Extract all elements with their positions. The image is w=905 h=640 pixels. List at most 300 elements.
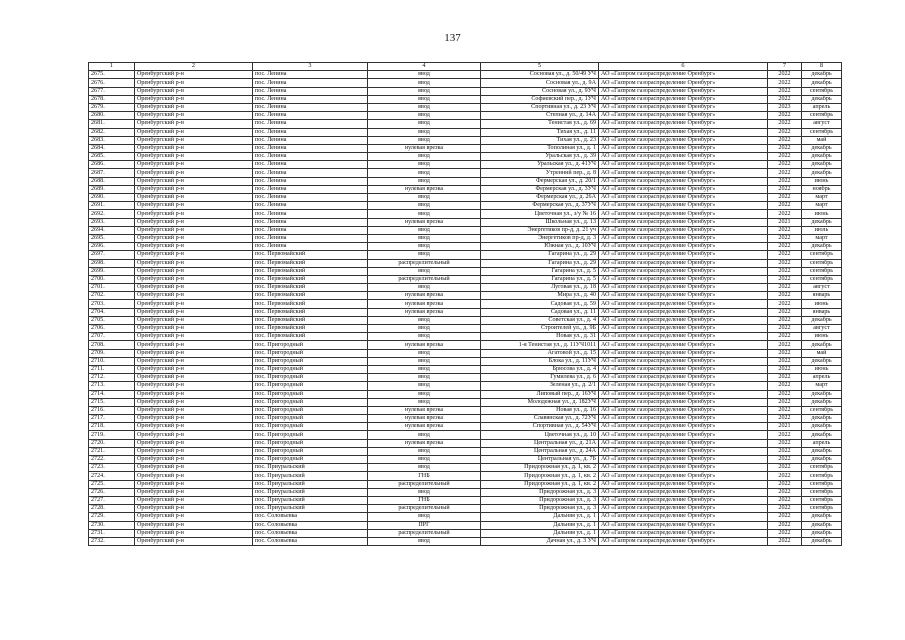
work-type-cell: нулевая врезка <box>368 218 481 226</box>
organization-cell: АО «Газпром газораспределение Оренбург» <box>599 95 768 103</box>
work-type-cell: ввод <box>368 71 481 79</box>
address-cell: Тенистая ул., д. 69 <box>481 120 599 128</box>
year-cell: 2022 <box>768 202 802 210</box>
organization-cell: АО «Газпром газораспределение Оренбург» <box>599 382 768 390</box>
year-cell: 2022 <box>768 316 802 324</box>
district-cell: Оренбургский р-н <box>135 284 253 292</box>
organization-cell: АО «Газпром газораспределение Оренбург» <box>599 488 768 496</box>
address-cell: Степная ул., д. 14А <box>481 112 599 120</box>
settlement-cell: пос. Ленина <box>253 243 368 251</box>
year-cell: 2023 <box>768 103 802 111</box>
table-row <box>89 472 842 480</box>
row-number-cell: 2703. <box>89 300 135 308</box>
district-cell: Оренбургский р-н <box>135 496 253 504</box>
organization-cell: АО «Газпром газораспределение Оренбург» <box>599 308 768 316</box>
settlement-cell: пос. Приуральский <box>253 472 368 480</box>
year-cell: 2022 <box>768 456 802 464</box>
row-number-cell: 2684. <box>89 144 135 152</box>
table-row <box>89 251 842 259</box>
district-cell: Оренбургский р-н <box>135 537 253 545</box>
district-cell: Оренбургский р-н <box>135 161 253 169</box>
district-cell: Оренбургский р-н <box>135 136 253 144</box>
year-cell: 2022 <box>768 79 802 87</box>
year-cell: 2022 <box>768 447 802 455</box>
month-cell: март <box>802 202 842 210</box>
district-cell: Оренбургский р-н <box>135 292 253 300</box>
month-cell: сентябрь <box>802 480 842 488</box>
work-type-cell: ввод <box>368 464 481 472</box>
organization-cell: АО «Газпром газораспределение Оренбург» <box>599 521 768 529</box>
month-cell: декабрь <box>802 79 842 87</box>
address-cell: Фермерская ул., д. 26А <box>481 194 599 202</box>
organization-cell: АО «Газпром газораспределение Оренбург» <box>599 103 768 111</box>
district-cell: Оренбургский р-н <box>135 267 253 275</box>
work-type-cell: ввод <box>368 537 481 545</box>
address-cell: Уральская ул., д. 41УЧ <box>481 161 599 169</box>
row-number-cell: 2683. <box>89 136 135 144</box>
year-cell: 2022 <box>768 136 802 144</box>
district-cell: Оренбургский р-н <box>135 480 253 488</box>
settlement-cell: пос. Первомайский <box>253 284 368 292</box>
month-cell: декабрь <box>802 95 842 103</box>
row-number-cell: 2676. <box>89 79 135 87</box>
table-row <box>89 439 842 447</box>
organization-cell: АО «Газпром газораспределение Оренбург» <box>599 464 768 472</box>
table-row <box>89 415 842 423</box>
table-row <box>89 464 842 472</box>
month-cell: сентябрь <box>802 87 842 95</box>
address-cell: Молодежная ул., д. 182УЧ <box>481 398 599 406</box>
table-row <box>89 120 842 128</box>
settlement-cell: пос. Пригородный <box>253 423 368 431</box>
table-row <box>89 496 842 504</box>
district-cell: Оренбургский р-н <box>135 95 253 103</box>
work-type-cell: ПРГ <box>368 521 481 529</box>
month-cell: декабрь <box>802 431 842 439</box>
address-cell: Спортивная ул., д. 54УЧ <box>481 423 599 431</box>
organization-cell: АО «Газпром газораспределение Оренбург» <box>599 71 768 79</box>
table-row <box>89 202 842 210</box>
work-type-cell: ввод <box>368 226 481 234</box>
row-number-cell: 2707. <box>89 333 135 341</box>
row-number-cell: 2691. <box>89 202 135 210</box>
organization-cell: АО «Газпром газораспределение Оренбург» <box>599 275 768 283</box>
settlement-cell: пос. Ленина <box>253 177 368 185</box>
district-cell: Оренбургский р-н <box>135 87 253 95</box>
district-cell: Оренбургский р-н <box>135 218 253 226</box>
header-cell: 7 <box>768 63 802 71</box>
row-number-cell: 2687. <box>89 169 135 177</box>
organization-cell: АО «Газпром газораспределение Оренбург» <box>599 415 768 423</box>
work-type-cell: ввод <box>368 316 481 324</box>
year-cell: 2022 <box>768 87 802 95</box>
header-cell: 3 <box>253 63 368 71</box>
row-number-cell: 2724. <box>89 472 135 480</box>
table-row <box>89 406 842 414</box>
settlement-cell: пос. Ленина <box>253 185 368 193</box>
table-row <box>89 325 842 333</box>
organization-cell: АО «Газпром газораспределение Оренбург» <box>599 112 768 120</box>
month-cell: сентябрь <box>802 488 842 496</box>
month-cell: декабрь <box>802 144 842 152</box>
month-cell: март <box>802 194 842 202</box>
district-cell: Оренбургский р-н <box>135 505 253 513</box>
district-cell: Оренбургский р-н <box>135 447 253 455</box>
month-cell: август <box>802 325 842 333</box>
organization-cell: АО «Газпром газораспределение Оренбург» <box>599 79 768 87</box>
district-cell: Оренбургский р-н <box>135 341 253 349</box>
district-cell: Оренбургский р-н <box>135 300 253 308</box>
settlement-cell: пос. Первомайский <box>253 333 368 341</box>
year-cell: 2022 <box>768 153 802 161</box>
row-number-cell: 2675. <box>89 71 135 79</box>
settlement-cell: пос. Ленина <box>253 95 368 103</box>
table-row <box>89 112 842 120</box>
district-cell: Оренбургский р-н <box>135 521 253 529</box>
organization-cell: АО «Газпром газораспределение Оренбург» <box>599 292 768 300</box>
district-cell: Оренбургский р-н <box>135 464 253 472</box>
settlement-cell: пос. Пригородный <box>253 382 368 390</box>
table-row <box>89 79 842 87</box>
table-row <box>89 447 842 455</box>
address-cell: Тихая ул., д. 23 <box>481 136 599 144</box>
row-number-cell: 2730. <box>89 521 135 529</box>
district-cell: Оренбургский р-н <box>135 202 253 210</box>
month-cell: сентябрь <box>802 275 842 283</box>
address-cell: Центральная ул., д. 21А <box>481 439 599 447</box>
district-cell: Оренбургский р-н <box>135 390 253 398</box>
row-number-cell: 2706. <box>89 325 135 333</box>
district-cell: Оренбургский р-н <box>135 259 253 267</box>
address-cell: Гагарина ул., д. 29 <box>481 251 599 259</box>
table-row <box>89 431 842 439</box>
address-cell: Придорожная ул., д. 1, кв. 2 <box>481 480 599 488</box>
work-type-cell: ввод <box>368 365 481 373</box>
row-number-cell: 2700. <box>89 275 135 283</box>
address-cell: Строителей ул., д. 9Б <box>481 325 599 333</box>
work-type-cell: ввод <box>368 267 481 275</box>
organization-cell: АО «Газпром газораспределение Оренбург» <box>599 513 768 521</box>
address-cell: Советская ул., д. 4 <box>481 316 599 324</box>
month-cell: декабрь <box>802 357 842 365</box>
table-row <box>89 87 842 95</box>
year-cell: 2022 <box>768 120 802 128</box>
organization-cell: АО «Газпром газораспределение Оренбург» <box>599 496 768 504</box>
year-cell: 2022 <box>768 292 802 300</box>
month-cell: сентябрь <box>802 464 842 472</box>
address-cell: Новая ул., д. 31 <box>481 333 599 341</box>
year-cell: 2022 <box>768 415 802 423</box>
header-cell: 6 <box>599 63 768 71</box>
address-cell: Южная ул., д. 10УЧ <box>481 243 599 251</box>
organization-cell: АО «Газпром газораспределение Оренбург» <box>599 439 768 447</box>
month-cell: декабрь <box>802 316 842 324</box>
row-number-cell: 2692. <box>89 210 135 218</box>
address-cell: Дальняя ул., д. 1 <box>481 513 599 521</box>
settlement-cell: пос. Ленина <box>253 153 368 161</box>
row-number-cell: 2708. <box>89 341 135 349</box>
work-type-cell: ввод <box>368 325 481 333</box>
table-row <box>89 177 842 185</box>
year-cell: 2022 <box>768 177 802 185</box>
table-row <box>89 292 842 300</box>
row-number-cell: 2714. <box>89 390 135 398</box>
settlement-cell: пос. Ленина <box>253 79 368 87</box>
row-number-cell: 2716. <box>89 406 135 414</box>
row-number-cell: 2685. <box>89 153 135 161</box>
organization-cell: АО «Газпром газораспределение Оренбург» <box>599 169 768 177</box>
month-cell: июнь <box>802 365 842 373</box>
year-cell: 2022 <box>768 496 802 504</box>
work-type-cell: ввод <box>368 447 481 455</box>
district-cell: Оренбургский р-н <box>135 472 253 480</box>
row-number-cell: 2731. <box>89 529 135 537</box>
month-cell: ноябрь <box>802 185 842 193</box>
work-type-cell: ввод <box>368 194 481 202</box>
address-cell: Садовая ул., д. 11 <box>481 308 599 316</box>
row-number-cell: 2680. <box>89 112 135 120</box>
year-cell: 2022 <box>768 406 802 414</box>
settlement-cell: пос. Соловьевка <box>253 537 368 545</box>
work-type-cell: нулевая врезка <box>368 308 481 316</box>
year-cell: 2022 <box>768 365 802 373</box>
row-number-cell: 2702. <box>89 292 135 300</box>
organization-cell: АО «Газпром газораспределение Оренбург» <box>599 153 768 161</box>
table-row <box>89 316 842 324</box>
month-cell: август <box>802 120 842 128</box>
address-cell: Гагарина ул., д. 5 <box>481 267 599 275</box>
address-cell: Придорожная ул., д. 1, кв. 2 <box>481 472 599 480</box>
year-cell: 2022 <box>768 226 802 234</box>
address-cell: Придорожная ул., д. 3 <box>481 505 599 513</box>
district-cell: Оренбургский р-н <box>135 128 253 136</box>
organization-cell: АО «Газпром газораспределение Оренбург» <box>599 398 768 406</box>
table-row <box>89 537 842 545</box>
month-cell: сентябрь <box>802 128 842 136</box>
organization-cell: АО «Газпром газораспределение Оренбург» <box>599 144 768 152</box>
settlement-cell: пос. Ленина <box>253 120 368 128</box>
work-type-cell: распределительный <box>368 529 481 537</box>
year-cell: 2022 <box>768 341 802 349</box>
year-cell: 2022 <box>768 439 802 447</box>
district-cell: Оренбургский р-н <box>135 103 253 111</box>
work-type-cell: ввод <box>368 333 481 341</box>
address-cell: Садовая ул., д. 59 <box>481 300 599 308</box>
month-cell: январь <box>802 308 842 316</box>
address-cell: Уральская ул., д. 39 <box>481 153 599 161</box>
header-cell: 5 <box>481 63 599 71</box>
organization-cell: АО «Газпром газораспределение Оренбург» <box>599 185 768 193</box>
address-cell: Липовый пер., д. 16УЧ <box>481 390 599 398</box>
month-cell: сентябрь <box>802 267 842 275</box>
settlement-cell: пос. Пригородный <box>253 349 368 357</box>
organization-cell: АО «Газпром газораспределение Оренбург» <box>599 87 768 95</box>
organization-cell: АО «Газпром газораспределение Оренбург» <box>599 505 768 513</box>
row-number-cell: 2704. <box>89 308 135 316</box>
month-cell: июнь <box>802 300 842 308</box>
month-cell: март <box>802 234 842 242</box>
address-cell: Фермерская ул., д. 20/1 <box>481 177 599 185</box>
settlement-cell: пос. Пригородный <box>253 341 368 349</box>
header-cell: 2 <box>135 63 253 71</box>
district-cell: Оренбургский р-н <box>135 415 253 423</box>
year-cell: 2022 <box>768 537 802 545</box>
address-cell: Фермерская ул., д. 3УЧ <box>481 185 599 193</box>
row-number-cell: 2711. <box>89 365 135 373</box>
work-type-cell: ввод <box>368 513 481 521</box>
district-cell: Оренбургский р-н <box>135 275 253 283</box>
row-number-cell: 2722. <box>89 456 135 464</box>
organization-cell: АО «Газпром газораспределение Оренбург» <box>599 333 768 341</box>
year-cell: 2022 <box>768 431 802 439</box>
settlement-cell: пос. Пригородный <box>253 357 368 365</box>
district-cell: Оренбургский р-н <box>135 120 253 128</box>
settlement-cell: пос. Ленина <box>253 161 368 169</box>
table-row <box>89 521 842 529</box>
settlement-cell: пос. Ленина <box>253 202 368 210</box>
row-number-cell: 2717. <box>89 415 135 423</box>
row-number-cell: 2686. <box>89 161 135 169</box>
organization-cell: АО «Газпром газораспределение Оренбург» <box>599 210 768 218</box>
year-cell: 2022 <box>768 210 802 218</box>
settlement-cell: пос. Ленина <box>253 71 368 79</box>
year-cell: 2022 <box>768 464 802 472</box>
settlement-cell: пос. Пригородный <box>253 439 368 447</box>
settlement-cell: пос. Ленина <box>253 136 368 144</box>
table-row <box>89 194 842 202</box>
table-row <box>89 374 842 382</box>
district-cell: Оренбургский р-н <box>135 382 253 390</box>
table-row <box>89 128 842 136</box>
organization-cell: АО «Газпром газораспределение Оренбург» <box>599 136 768 144</box>
address-cell: Гумилева ул., д. 6 <box>481 374 599 382</box>
table-row <box>89 275 842 283</box>
district-cell: Оренбургский р-н <box>135 71 253 79</box>
address-cell: Сосновая ул., д. 9УЧ <box>481 87 599 95</box>
organization-cell: АО «Газпром газораспределение Оренбург» <box>599 537 768 545</box>
year-cell: 2022 <box>768 169 802 177</box>
table-row <box>89 488 842 496</box>
work-type-cell: ввод <box>368 153 481 161</box>
settlement-cell: пос. Приуральский <box>253 480 368 488</box>
settlement-cell: пос. Приуральский <box>253 496 368 504</box>
organization-cell: АО «Газпром газораспределение Оренбург» <box>599 226 768 234</box>
table-row <box>89 357 842 365</box>
work-type-cell: нулевая врезка <box>368 144 481 152</box>
address-cell: Сосновая ул., д. 9А <box>481 79 599 87</box>
work-type-cell: нулевая врезка <box>368 292 481 300</box>
year-cell: 2022 <box>768 357 802 365</box>
organization-cell: АО «Газпром газораспределение Оренбург» <box>599 284 768 292</box>
settlement-cell: пос. Пригородный <box>253 415 368 423</box>
row-number-cell: 2719. <box>89 431 135 439</box>
settlement-cell: пос. Пригородный <box>253 390 368 398</box>
table-row <box>89 365 842 373</box>
header-cell: 8 <box>802 63 842 71</box>
address-cell: Центральная ул., д. 24А <box>481 447 599 455</box>
month-cell: декабрь <box>802 169 842 177</box>
settlement-cell: пос. Первомайский <box>253 275 368 283</box>
address-cell: Цветочная ул., з/у № 16 <box>481 210 599 218</box>
row-number-cell: 2688. <box>89 177 135 185</box>
organization-cell: АО «Газпром газораспределение Оренбург» <box>599 529 768 537</box>
address-cell: Софиевский пер., д. 1УЧ <box>481 95 599 103</box>
address-cell: Дальняя ул., д. 1 <box>481 521 599 529</box>
organization-cell: АО «Газпром газораспределение Оренбург» <box>599 120 768 128</box>
work-type-cell: ввод <box>368 79 481 87</box>
month-cell: декабрь <box>802 153 842 161</box>
work-type-cell: ввод <box>368 210 481 218</box>
year-cell: 2022 <box>768 194 802 202</box>
settlement-cell: пос. Первомайский <box>253 259 368 267</box>
month-cell: декабрь <box>802 513 842 521</box>
district-cell: Оренбургский р-н <box>135 243 253 251</box>
row-number-cell: 2679. <box>89 103 135 111</box>
row-number-cell: 2715. <box>89 398 135 406</box>
year-cell: 2022 <box>768 521 802 529</box>
organization-cell: АО «Газпром газораспределение Оренбург» <box>599 202 768 210</box>
table-row <box>89 308 842 316</box>
work-type-cell: ввод <box>368 398 481 406</box>
address-cell: Школьная ул., д. 13 <box>481 218 599 226</box>
address-cell: Утренний пер., д. 8 <box>481 169 599 177</box>
month-cell: январь <box>802 292 842 300</box>
address-cell: Придорожная ул., д. 3 <box>481 488 599 496</box>
row-number-cell: 2723. <box>89 464 135 472</box>
address-cell: Дальняя ул., д. 1 <box>481 529 599 537</box>
work-type-cell: нулевая врезка <box>368 423 481 431</box>
month-cell: июль <box>802 226 842 234</box>
settlement-cell: пос. Приуральский <box>253 464 368 472</box>
district-cell: Оренбургский р-н <box>135 513 253 521</box>
district-cell: Оренбургский р-н <box>135 308 253 316</box>
settlement-cell: пос. Пригородный <box>253 374 368 382</box>
settlement-cell: пос. Первомайский <box>253 267 368 275</box>
work-type-cell: ввод <box>368 177 481 185</box>
work-type-cell: ввод <box>368 357 481 365</box>
settlement-cell: пос. Ленина <box>253 218 368 226</box>
address-cell: Спортивная ул., д. 23 УЧ <box>481 103 599 111</box>
year-cell: 2022 <box>768 95 802 103</box>
settlement-cell: пос. Ленина <box>253 234 368 242</box>
district-cell: Оренбургский р-н <box>135 488 253 496</box>
address-cell: Блока ул., д. 11УЧ <box>481 357 599 365</box>
district-cell: Оренбургский р-н <box>135 423 253 431</box>
district-cell: Оренбургский р-н <box>135 374 253 382</box>
header-row <box>89 63 842 71</box>
month-cell: май <box>802 136 842 144</box>
month-cell: август <box>802 284 842 292</box>
table-row <box>89 382 842 390</box>
table-row <box>89 210 842 218</box>
settlement-cell: пос. Приуральский <box>253 505 368 513</box>
district-cell: Оренбургский р-н <box>135 529 253 537</box>
month-cell: декабрь <box>802 529 842 537</box>
address-cell: Новая ул., д. 16 <box>481 406 599 414</box>
organization-cell: АО «Газпром газораспределение Оренбург» <box>599 365 768 373</box>
year-cell: 2022 <box>768 112 802 120</box>
organization-cell: АО «Газпром газораспределение Оренбург» <box>599 128 768 136</box>
district-cell: Оренбургский р-н <box>135 398 253 406</box>
table-row <box>89 218 842 226</box>
organization-cell: АО «Газпром газораспределение Оренбург» <box>599 357 768 365</box>
organization-cell: АО «Газпром газораспределение Оренбург» <box>599 234 768 242</box>
row-number-cell: 2690. <box>89 194 135 202</box>
work-type-cell: ГНБ <box>368 496 481 504</box>
organization-cell: АО «Газпром газораспределение Оренбург» <box>599 194 768 202</box>
address-cell: Придорожная ул., д. 1, кв. 2 <box>481 464 599 472</box>
row-number-cell: 2682. <box>89 128 135 136</box>
